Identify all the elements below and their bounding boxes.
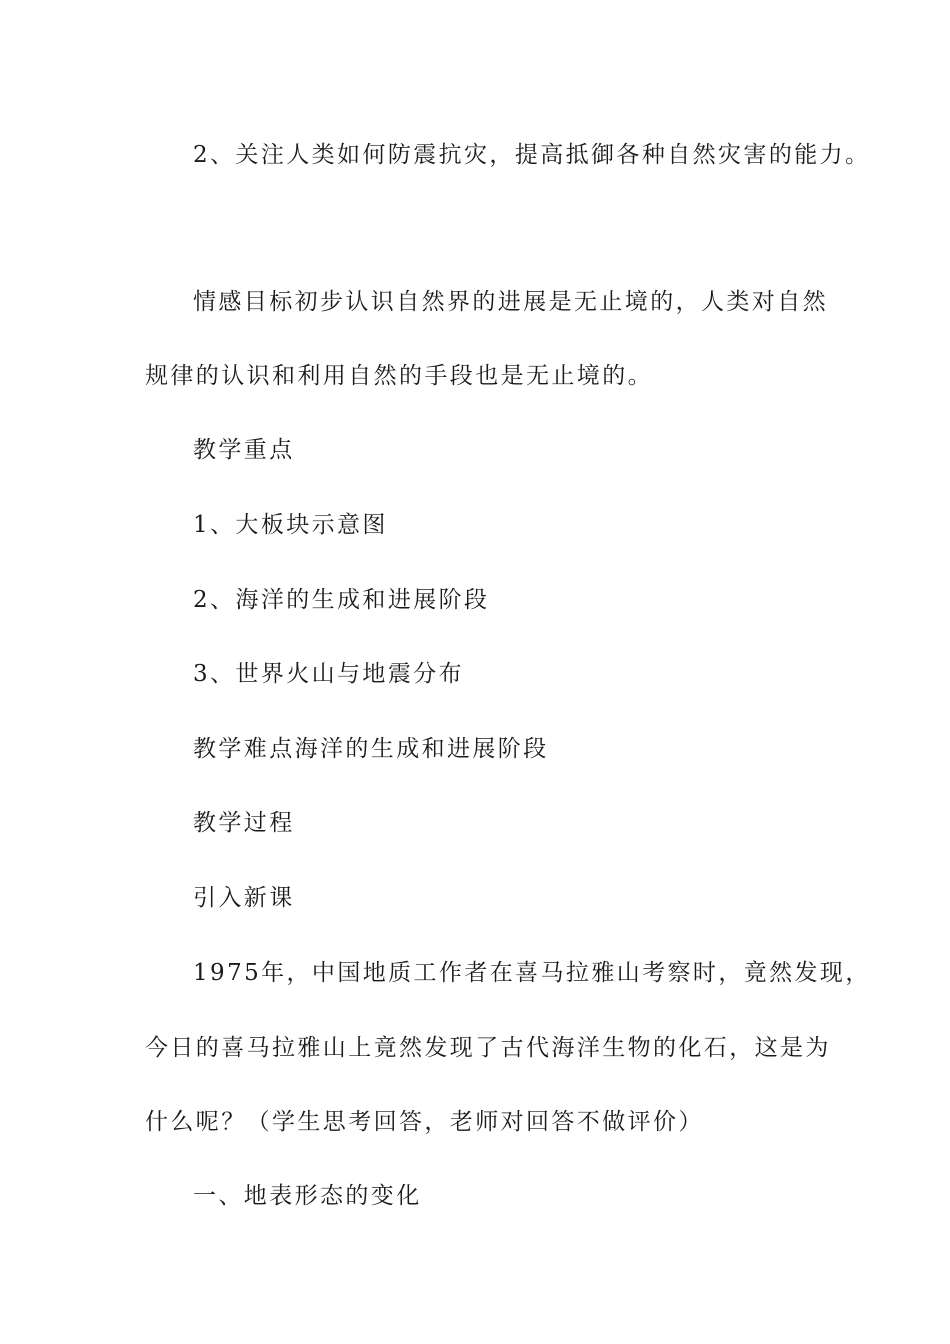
section-heading-1: 一、地表形态的变化 (193, 1183, 422, 1209)
focus-item-1: 1、大板块示意图 (193, 512, 388, 538)
teaching-focus-heading: 教学重点 (193, 437, 295, 463)
emotional-goal-line-2: 规律的认识和利用自然的手段也是无止境的。 (145, 363, 653, 389)
teaching-difficulty: 教学难点海洋的生成和进展阶段 (193, 736, 549, 762)
emotional-goal-line-1: 情感目标初步认识自然界的进展是无止境的，人类对自然 (193, 289, 828, 315)
focus-item-3: 3、世界火山与地震分布 (193, 661, 465, 687)
teaching-process-heading: 教学过程 (193, 810, 295, 836)
intro-paragraph-line-2: 今日的喜马拉雅山上竟然发现了古代海洋生物的化石，这是为 (145, 1035, 831, 1061)
intro-paragraph-line-3: 什么呢？（学生思考回答，老师对回答不做评价） (145, 1109, 704, 1135)
introduction-heading: 引入新课 (193, 885, 295, 911)
focus-item-2: 2、海洋的生成和进展阶段 (193, 587, 490, 613)
intro-paragraph-line-1: 1975年，中国地质工作者在喜马拉雅山考察时，竟然发现， (193, 960, 871, 986)
objective-line-2: 2、关注人类如何防震抗灾，提高抵御各种自然灾害的能力。 (193, 142, 871, 168)
